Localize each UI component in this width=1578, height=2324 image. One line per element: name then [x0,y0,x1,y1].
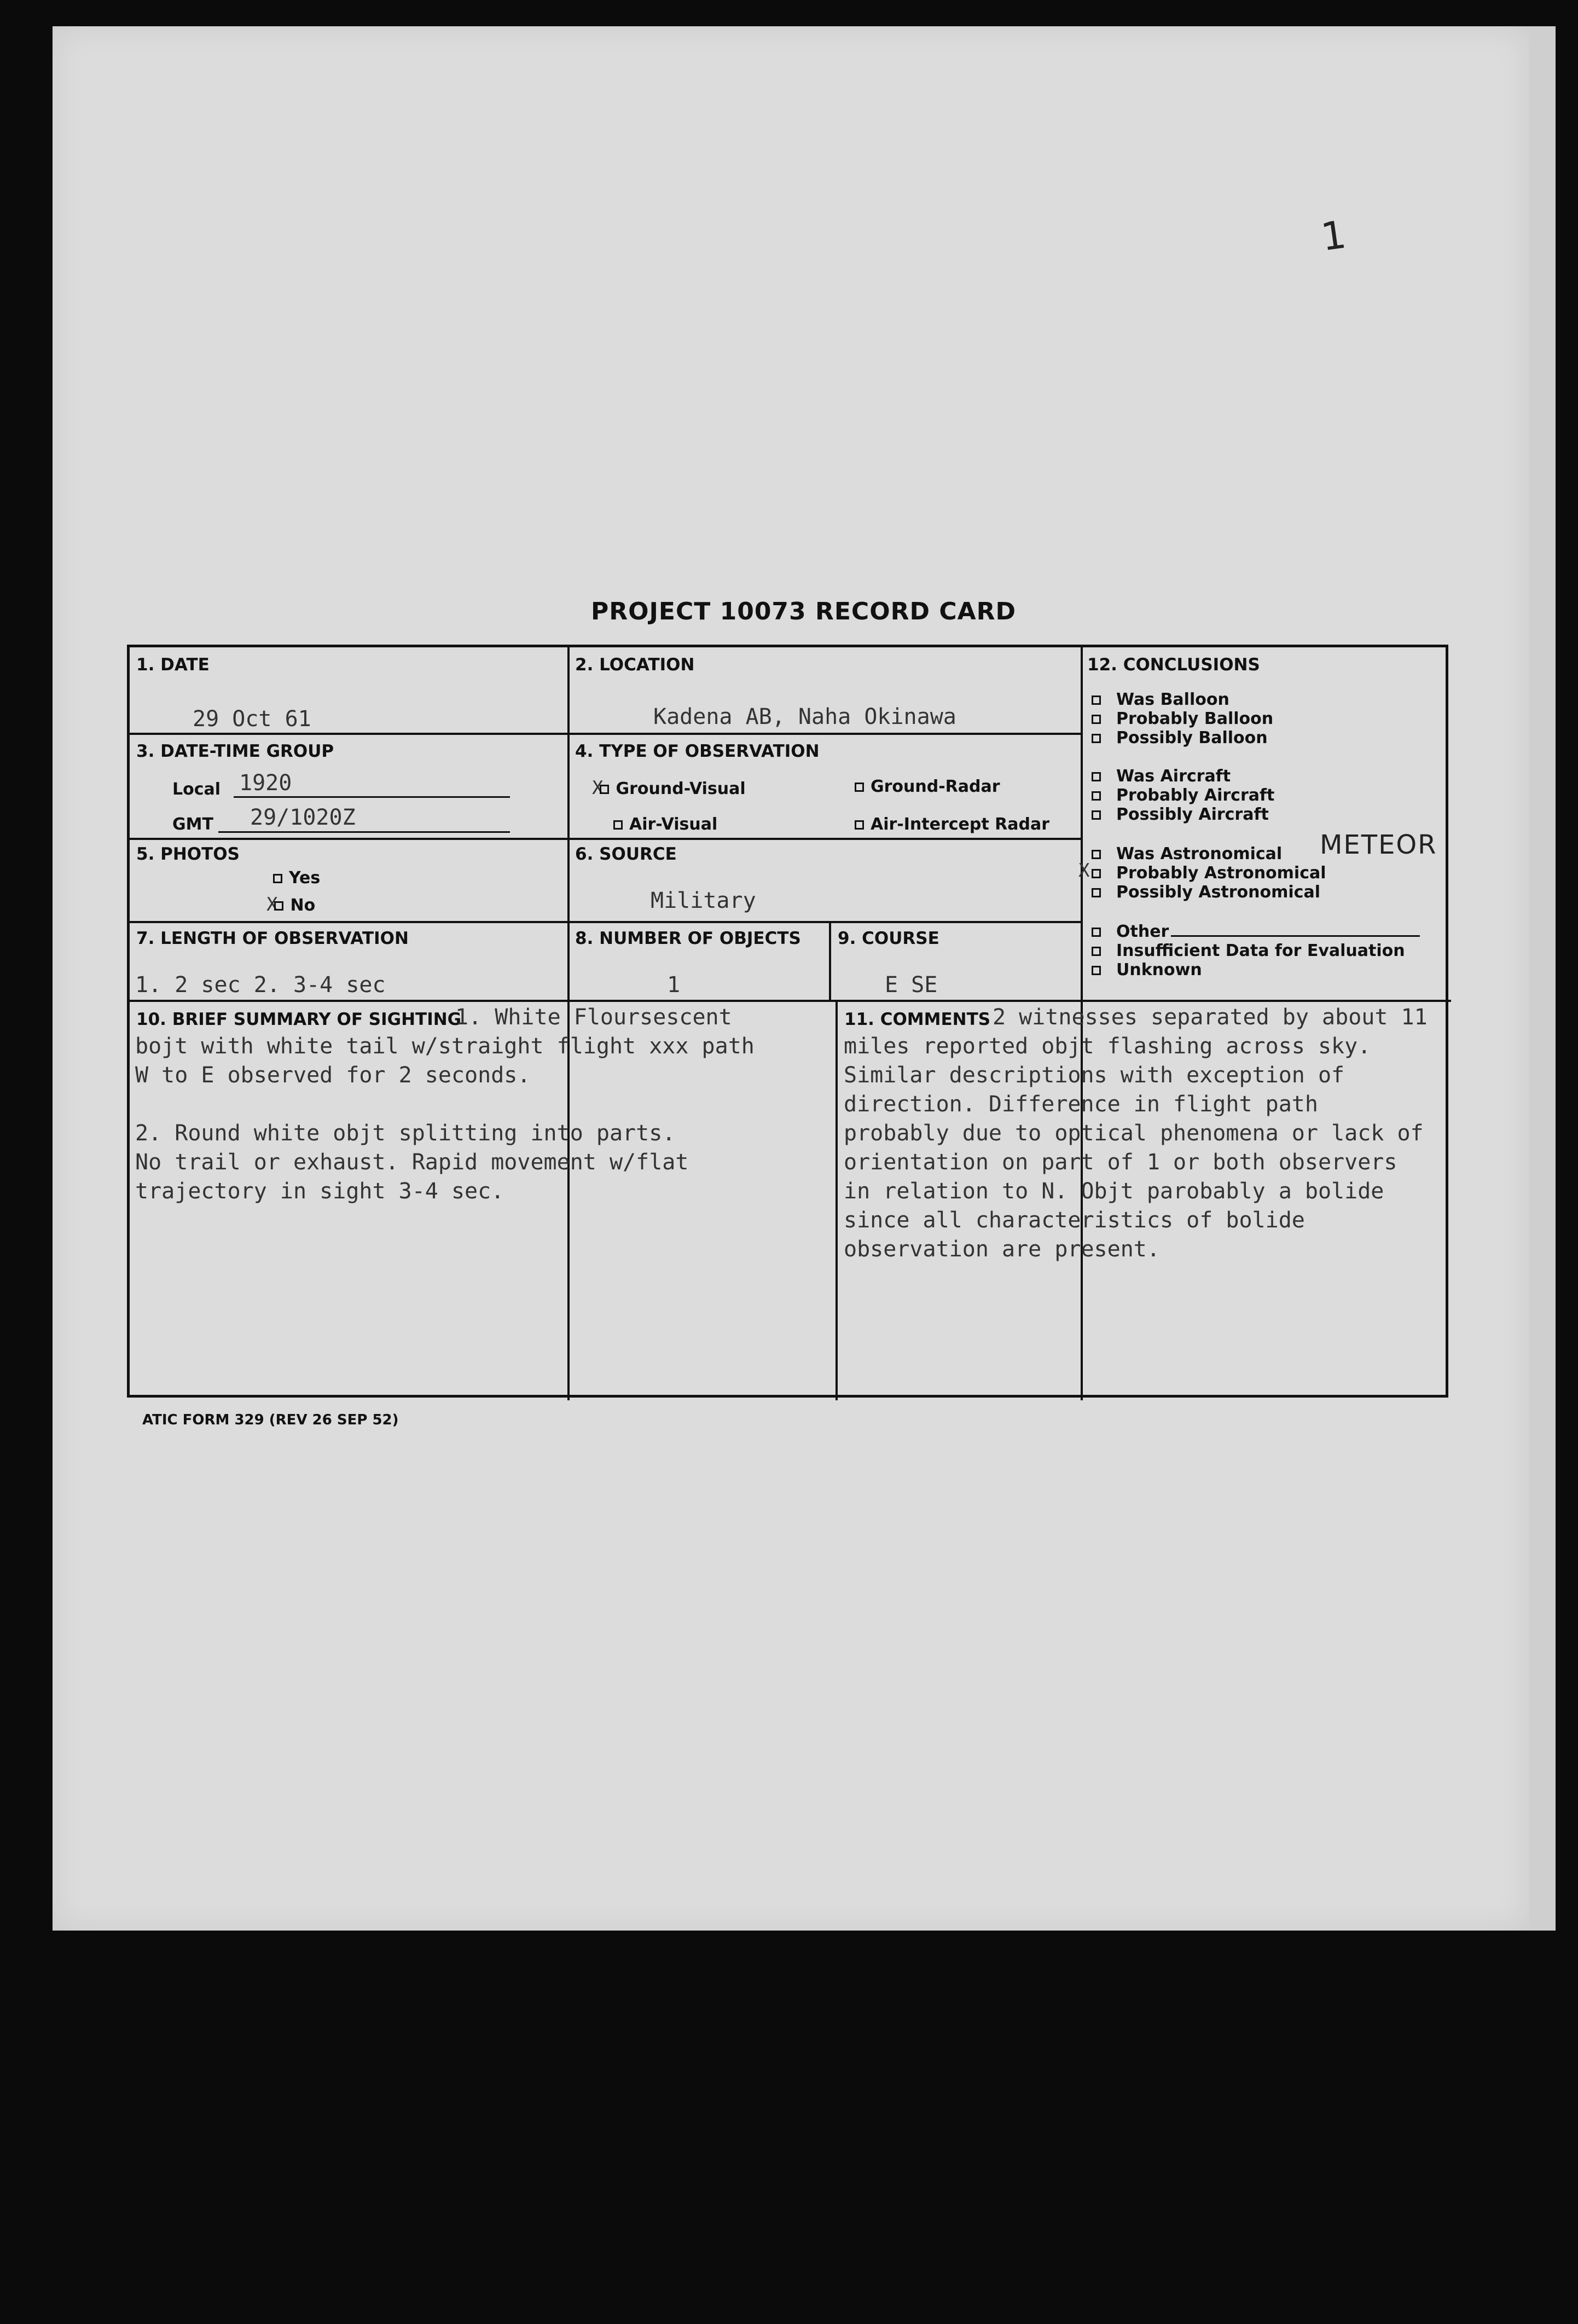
comments-line: observation are present. [844,1237,1160,1262]
comments-label: 11. COMMENTS [844,1010,991,1029]
checkbox [1092,715,1101,724]
card-title: PROJECT 10073 RECORD CARD [591,598,1017,625]
grid-line [829,921,831,1001]
form-code: ATIC FORM 329 (REV 26 SEP 52) [142,1412,399,1428]
checkbox [1092,810,1101,820]
summary-line: bojt with white tail w/straight flight xxx path [135,1034,755,1059]
grid-line [130,733,1082,735]
summary-line: W to E observed for 2 seconds. [135,1063,531,1088]
checkbox [1092,947,1101,956]
option-air-visual: Air-Visual [613,815,717,834]
source-value: Military [651,888,756,913]
date-value: 29 Oct 61 [193,706,311,732]
conclusion-item: Probably Balloon [1092,709,1273,728]
date-label: 1. DATE [136,655,210,675]
course-label: 9. COURSE [838,929,939,948]
checkbox [1092,696,1101,705]
checkbox [1092,791,1101,801]
date-time-group-label: 3. DATE-TIME GROUP [136,741,334,761]
option-ground-visual: X Ground-Visual [592,777,746,799]
conclusion-group-astronomical [1078,844,1326,902]
handwritten-meteor-note: METEOR [1320,830,1437,860]
comments-line: Similar descriptions with exception of [844,1063,1345,1088]
checkbox [1092,888,1101,897]
comments-line: in relation to N. Objt parobably a bolide [844,1179,1384,1204]
gmt-value: 29/1020Z [250,805,356,830]
conclusion-item: Was Astronomical [1092,844,1326,863]
checkbox [1092,850,1101,859]
grid-line [130,1000,1451,1002]
length-of-observation-label: 7. LENGTH OF OBSERVATION [136,929,409,948]
course-value: E SE [885,972,938,998]
conclusion-group-other [1092,922,1420,980]
conclusion-item: Possibly Aircraft [1092,805,1274,824]
conclusion-item: X Probably Astronomical [1078,860,1326,883]
comments-line: probably due to optical phenomena or lack of [844,1121,1424,1146]
summary-label: 10. BRIEF SUMMARY OF SIGHTING [136,1010,462,1029]
checkbox [613,820,623,830]
location-value: Kadena AB, Naha Okinawa [653,704,956,729]
number-of-objects-value: 1 [667,972,681,998]
summary-line: No trail or exhaust. Rapid movement w/flat [135,1150,689,1175]
source-label: 6. SOURCE [575,844,677,864]
option-air-intercept-radar: Air-Intercept Radar [855,815,1049,834]
type-of-observation-label: 4. TYPE OF OBSERVATION [575,741,820,761]
conclusion-item: Was Aircraft [1092,767,1274,786]
checkbox [1092,734,1101,743]
gmt-underline [218,831,510,833]
length-of-observation-value: 1. 2 sec 2. 3-4 sec [135,972,386,998]
local-label: Local [172,780,221,799]
conclusions-label: 12. CONCLUSIONS [1087,655,1260,675]
sheet-edge [1529,26,1556,1931]
checkbox [273,874,282,883]
gmt-label: GMT [172,815,213,834]
conclusion-item: Probably Aircraft [1092,786,1274,805]
summary-line: trajectory in sight 3-4 sec. [135,1179,504,1204]
checkbox [855,820,864,830]
conclusion-item: Unknown [1092,960,1420,980]
summary-line: 2. Round white objt splitting into parts. [135,1121,676,1146]
grid-line [130,838,1082,840]
conclusion-item: Insufficient Data for Evaluation [1092,941,1420,960]
grid-line [130,921,1082,923]
summary-line: 1. White Floursescent [455,1005,732,1030]
conclusion-item: Was Balloon [1092,690,1273,709]
checkbox [274,901,283,911]
checkbox [1092,772,1101,781]
local-value: 1920 [239,770,292,796]
option-photos-yes: Yes [273,868,320,888]
checkbox [1092,966,1101,975]
record-card [127,645,1448,1398]
grid-line [836,1000,838,1400]
comments-line: miles reported objt flashing across sky. [844,1034,1371,1059]
corner-handwritten-mark: 1 [1318,212,1349,260]
conclusion-item: Other [1092,922,1420,941]
checkbox [1092,928,1101,937]
checkbox [855,783,864,792]
checkbox [600,785,609,794]
option-ground-radar: Ground-Radar [855,777,1000,796]
comments-line: orientation on part of 1 or both observers [844,1150,1397,1175]
conclusion-item: Possibly Balloon [1092,728,1273,747]
photos-label: 5. PHOTOS [136,844,240,864]
checkbox [1092,869,1101,878]
location-label: 2. LOCATION [575,655,695,675]
conclusion-group-balloon [1092,690,1273,747]
comments-line: 2 witnesses separated by about 11 [993,1005,1428,1030]
comments-line: direction. Difference in flight path [844,1092,1318,1117]
local-underline [234,796,510,798]
conclusion-item: Possibly Astronomical [1092,883,1326,902]
comments-line: since all characteristics of bolide [844,1208,1305,1233]
number-of-objects-label: 8. NUMBER OF OBJECTS [575,929,801,948]
option-photos-no: X No [266,894,316,915]
conclusion-group-aircraft [1092,767,1274,824]
